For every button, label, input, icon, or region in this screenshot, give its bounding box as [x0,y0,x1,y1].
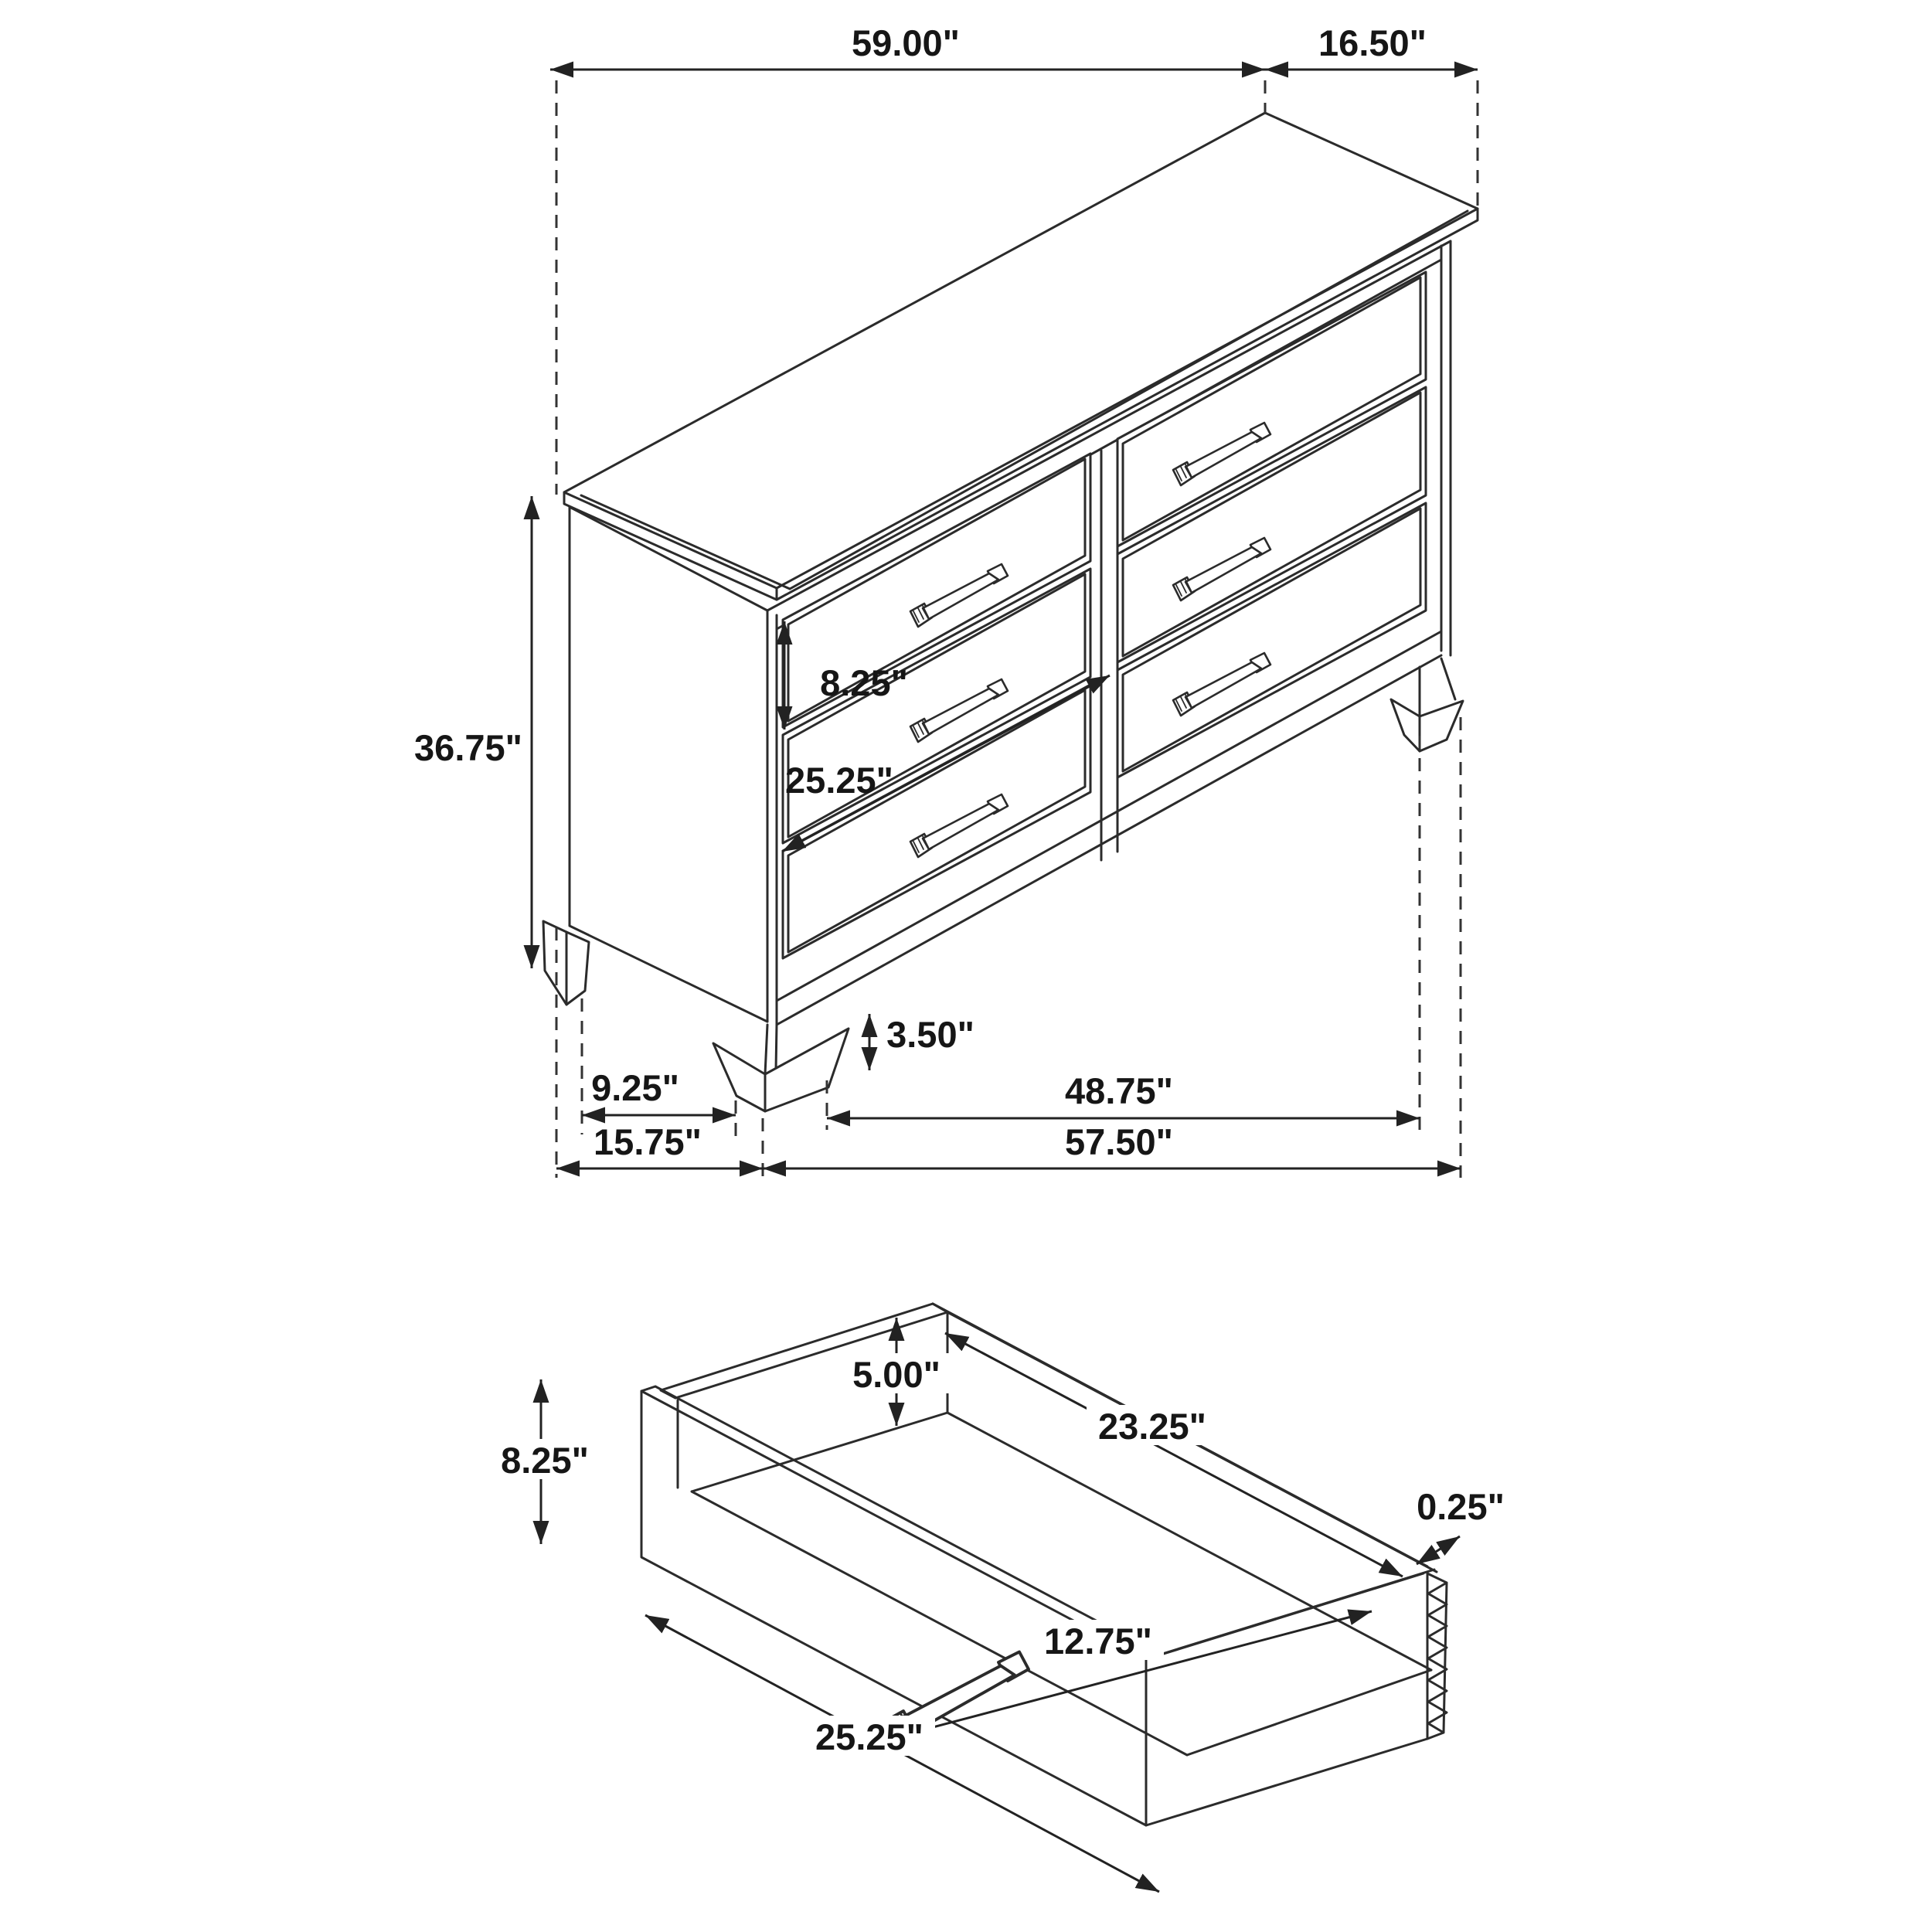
dim-label-top-width: 59.00" [852,22,960,63]
dim-label-inner-depth: 12.75" [1044,1621,1152,1662]
dim-label-inner-height: 5.00" [852,1354,940,1395]
dim-label-foot-height: 3.50" [886,1014,975,1055]
dim-label-base-depth: 15.75" [594,1121,702,1162]
dresser-side-panel [570,507,767,1022]
dim-label-drawer-front-width: 25.25" [815,1716,923,1757]
dim-label-drawer-width: 25.25" [785,760,893,801]
drawer-right-panel [1146,1570,1434,1825]
dim-label-foot-gap: 9.25" [591,1067,679,1108]
dim-label-drawer-front-height: 8.25" [501,1440,589,1481]
drawer-figure [487,1304,1505,1892]
dim-label-base-width: 57.50" [1065,1121,1173,1162]
dresser-figure [414,22,1478,1178]
dresser-feet [543,658,1463,1111]
dim-label-top-depth: 16.50" [1318,22,1427,63]
dovetail-joint [1427,1573,1447,1739]
dim-label-foot-span: 48.75" [1065,1070,1173,1111]
dim-label-overall-height: 36.75" [414,727,522,768]
dim-label-drawer-height: 8.25" [820,662,908,703]
dim-label-inner-width: 23.25" [1098,1406,1206,1447]
dim-label-panel-thickness: 0.25" [1417,1486,1505,1527]
